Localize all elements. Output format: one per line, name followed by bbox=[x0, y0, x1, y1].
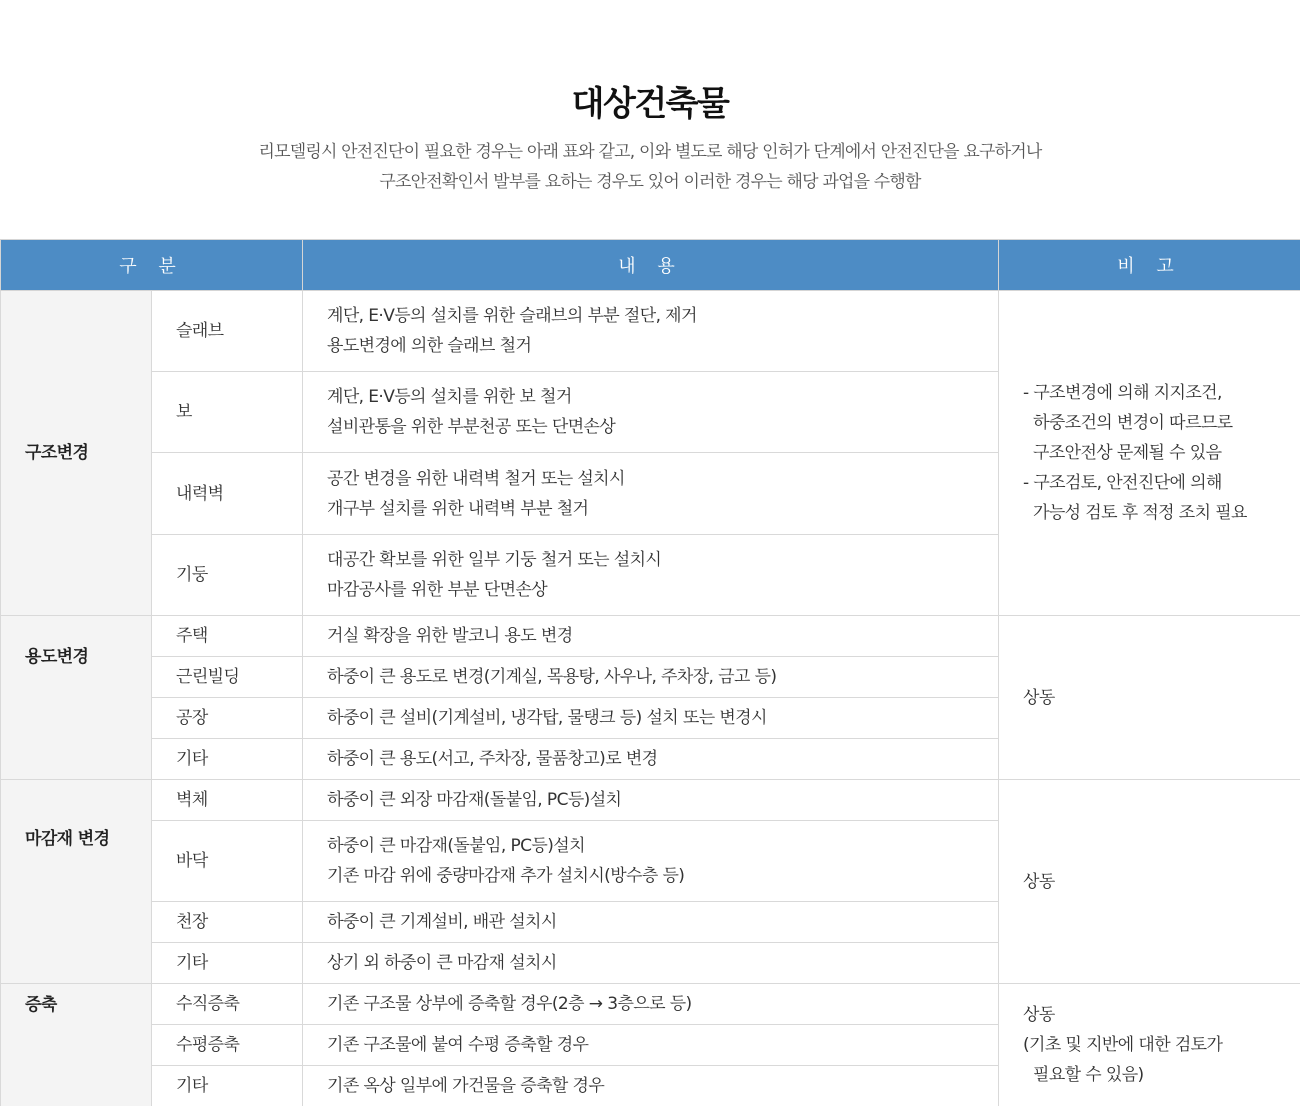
subcategory-cell: 수평증축 bbox=[152, 1025, 303, 1066]
content-line: 기존 옥상 일부에 가건물을 증축할 경우 bbox=[327, 1076, 605, 1096]
description-line: 구조안전확인서 발부를 요하는 경우도 있어 이러한 경우는 해당 과업을 수행함 bbox=[379, 172, 921, 192]
table-row bbox=[1, 780, 1300, 821]
subcategory-cell: 천장 bbox=[152, 902, 303, 943]
content-line: 계단, E·V등의 설치를 위한 보 철거 bbox=[327, 387, 572, 407]
subcategory-cell: 보 bbox=[152, 372, 303, 453]
remarks-line: 상동 bbox=[1023, 687, 1055, 708]
subcategory-cell: 기타 bbox=[152, 739, 303, 780]
description-line: 리모델링시 안전진단이 필요한 경우는 아래 표와 같고, 이와 별도로 해당 인허가 단계에서 안전진단을 요구하거나 bbox=[258, 142, 1042, 162]
content-line: 공간 변경을 위한 내력벽 철거 또는 설치시 bbox=[327, 468, 625, 489]
content-cell bbox=[303, 984, 999, 1025]
content-line: 용도변경에 의한 슬래브 철거 bbox=[327, 336, 532, 356]
content-line: 기존 구조물 상부에 증축할 경우(2층 → 3층으로 등) bbox=[327, 994, 692, 1014]
group-use-change: 용도변경 bbox=[1, 616, 152, 780]
content-cell bbox=[303, 291, 999, 372]
content-cell bbox=[303, 698, 999, 739]
content-line: 상기 외 하중이 큰 마감재 설치시 bbox=[327, 953, 557, 973]
subcategory-cell: 기둥 bbox=[152, 535, 303, 616]
content-line: 개구부 설치를 위한 내력벽 부분 철거 bbox=[327, 498, 589, 519]
remarks-line: 가능성 검토 후 적정 조치 필요 bbox=[1033, 503, 1247, 523]
content-cell bbox=[303, 943, 999, 984]
subcategory-cell: 슬래브 bbox=[152, 291, 303, 372]
content-cell bbox=[303, 780, 999, 821]
content-line: 하중이 큰 설비(기계설비, 냉각탑, 물탱크 등) 설치 또는 변경시 bbox=[327, 708, 767, 728]
remarks-line: 상동 bbox=[1023, 871, 1055, 892]
header-category: 구 분 bbox=[1, 240, 303, 291]
remarks-cell bbox=[999, 780, 1300, 984]
content-cell bbox=[303, 616, 999, 657]
table-row bbox=[1, 984, 1300, 1025]
content-cell bbox=[303, 739, 999, 780]
content-line: 기존 구조물에 붙여 수평 증축할 경우 bbox=[327, 1035, 589, 1055]
content-line: 대공간 확보를 위한 일부 기둥 철거 또는 설치시 bbox=[327, 550, 662, 570]
remarks-line: - 구조변경에 의해 지지조건, bbox=[1023, 383, 1222, 403]
header-content: 내 용 bbox=[303, 240, 999, 291]
table-row bbox=[1, 291, 1300, 372]
page-title: 대상건축물 bbox=[571, 84, 729, 124]
content-line: 하중이 큰 마감재(돌붙임, PC등)설치 bbox=[327, 836, 585, 856]
subcategory-cell: 벽체 bbox=[152, 780, 303, 821]
table-row bbox=[1, 616, 1300, 657]
content-cell bbox=[303, 657, 999, 698]
content-line: 하중이 큰 기계설비, 배관 설치시 bbox=[327, 912, 557, 932]
subcategory-cell: 공장 bbox=[152, 698, 303, 739]
content-cell bbox=[303, 1025, 999, 1066]
content-line: 설비관통을 위한 부분천공 또는 단면손상 bbox=[327, 417, 616, 437]
subcategory-cell: 근린빌딩 bbox=[152, 657, 303, 698]
content-line: 하중이 큰 용도(서고, 주차장, 물품창고)로 변경 bbox=[327, 749, 658, 769]
page-description bbox=[0, 137, 1300, 197]
content-cell bbox=[303, 535, 999, 616]
remarks-line: (기초 및 지반에 대한 검토가 bbox=[1023, 1035, 1223, 1055]
target-building-table bbox=[0, 239, 1300, 1106]
remarks-cell bbox=[999, 291, 1300, 616]
group-structural-change: 구조변경 bbox=[1, 291, 152, 616]
remarks-line: 구조안전상 문제될 수 있음 bbox=[1033, 443, 1222, 463]
content-line: 기존 마감 위에 중량마감재 추가 설치시(방수층 등) bbox=[327, 866, 685, 886]
content-line: 마감공사를 위한 부분 단면손상 bbox=[327, 580, 548, 600]
subcategory-cell: 수직증축 bbox=[152, 984, 303, 1025]
remarks-line: 필요할 수 있음) bbox=[1033, 1065, 1144, 1085]
remarks-cell bbox=[999, 616, 1300, 780]
content-cell bbox=[303, 372, 999, 453]
subcategory-cell: 바닥 bbox=[152, 821, 303, 902]
subcategory-cell: 내력벽 bbox=[152, 453, 303, 535]
content-cell bbox=[303, 821, 999, 902]
header-remarks: 비 고 bbox=[999, 240, 1300, 291]
subcategory-cell: 기타 bbox=[152, 943, 303, 984]
group-extension: 증축 bbox=[1, 984, 152, 1106]
content-line: 하중이 큰 용도로 변경(기계실, 목용탕, 사우나, 주차장, 금고 등) bbox=[327, 667, 777, 687]
remarks-cell bbox=[999, 984, 1300, 1106]
content-cell bbox=[303, 453, 999, 535]
content-line: 하중이 큰 외장 마감재(돌붙임, PC등)설치 bbox=[327, 790, 622, 810]
subcategory-cell: 주택 bbox=[152, 616, 303, 657]
remarks-line: - 구조검토, 안전진단에 의해 bbox=[1023, 473, 1222, 493]
content-cell bbox=[303, 1066, 999, 1106]
group-finish-change: 마감재 변경 bbox=[1, 780, 152, 984]
content-line: 거실 확장을 위한 발코니 용도 변경 bbox=[327, 626, 573, 646]
table-header-row bbox=[1, 240, 1300, 291]
content-line: 계단, E·V등의 설치를 위한 슬래브의 부분 절단, 제거 bbox=[327, 306, 697, 326]
remarks-line: 상동 bbox=[1023, 1005, 1055, 1025]
remarks-line: 하중조건의 변경이 따르므로 bbox=[1033, 413, 1233, 433]
subcategory-cell: 기타 bbox=[152, 1066, 303, 1106]
content-cell bbox=[303, 902, 999, 943]
